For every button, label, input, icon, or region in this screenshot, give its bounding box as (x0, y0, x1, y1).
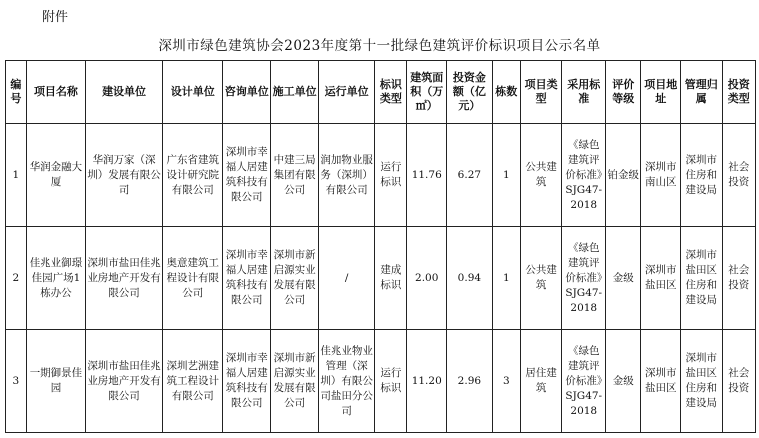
col-header: 项目名称 (26, 61, 85, 124)
table-row (6, 330, 756, 433)
cell-management: 深圳市盐田区住房和建设局 (680, 227, 722, 330)
cell-buildings: 1 (492, 227, 520, 330)
cell-consultant: 深圳市幸福人居建筑科技有限公司 (223, 227, 271, 330)
cell-constructor: 中建三局集团有限公司 (271, 124, 319, 227)
cell-consultant: 深圳市幸福人居建筑科技有限公司 (223, 124, 271, 227)
cell-consultant: 深圳市幸福人居建筑科技有限公司 (223, 330, 271, 433)
cell-investment-type: 社会投资 (722, 227, 755, 330)
cell-project-type: 居住建筑 (520, 330, 562, 433)
cell-grade: 金级 (606, 227, 641, 330)
col-header: 建设单位 (86, 61, 163, 124)
cell-investment: 2.96 (446, 330, 492, 433)
cell-buildings: 1 (492, 124, 520, 227)
cell-address: 深圳市盐田区 (641, 330, 681, 433)
cell-management: 深圳市住房和建设局 (680, 124, 722, 227)
cell-address: 深圳市南山区 (641, 124, 681, 227)
cell-project-name: 一期御景佳园 (26, 330, 85, 433)
col-header: 投资金额（亿元） (446, 61, 492, 124)
cell-address: 深圳市盐田区 (641, 227, 681, 330)
cell-builder: 深圳市盐田佳兆业房地产开发有限公司 (86, 330, 163, 433)
col-header: 建筑面积（万㎡） (407, 61, 447, 124)
cell-standard: 《绿色建筑评价标准》SJG47-2018 (562, 124, 606, 227)
col-header: 评价等级 (606, 61, 641, 124)
col-header: 管理归属 (680, 61, 722, 124)
cell-constructor: 深圳市新启源实业发展有限公司 (271, 330, 319, 433)
table-row (6, 227, 756, 330)
col-header: 投资类型 (722, 61, 755, 124)
cell-operator: 佳兆业物业管理（深圳）有限公司盐田分公司 (319, 330, 375, 433)
cell-area: 11.76 (407, 124, 447, 227)
cell-designer: 广东省建筑设计研究院有限公司 (163, 124, 223, 227)
cell-investment: 0.94 (446, 227, 492, 330)
cell-builder: 华润万家（深圳）发展有限公司 (86, 124, 163, 227)
cell-grade: 金级 (606, 330, 641, 433)
attachment-label: 附件 (42, 10, 69, 25)
table-row (6, 124, 756, 227)
cell-no: 2 (6, 227, 27, 330)
col-header: 设计单位 (163, 61, 223, 124)
col-header: 咨询单位 (223, 61, 271, 124)
cell-label-type: 建成标识 (375, 227, 407, 330)
cell-operator: / (319, 227, 375, 330)
cell-buildings: 3 (492, 330, 520, 433)
col-header: 编号 (6, 61, 27, 124)
col-header: 项目类型 (520, 61, 562, 124)
cell-designer: 深圳艺洲建筑工程设计有限公司 (163, 330, 223, 433)
cell-project-name: 佳兆业御璟佳园广场1栋办公 (26, 227, 85, 330)
cell-area: 2.00 (407, 227, 447, 330)
cell-label-type: 运行标识 (375, 124, 407, 227)
cell-standard: 《绿色建筑评价标准》SJG47-2018 (562, 227, 606, 330)
col-header: 采用标准 (562, 61, 606, 124)
cell-investment-type: 社会投资 (722, 124, 755, 227)
cell-label-type: 运行标识 (375, 330, 407, 433)
cell-no: 3 (6, 330, 27, 433)
table-header-row (6, 61, 756, 124)
cell-no: 1 (6, 124, 27, 227)
cell-standard: 《绿色建筑评价标准》SJG47-2018 (562, 330, 606, 433)
cell-investment-type: 社会投资 (722, 330, 755, 433)
cell-management: 深圳市盐田区住房和建设局 (680, 330, 722, 433)
cell-project-type: 公共建筑 (520, 227, 562, 330)
cell-builder: 深圳市盐田佳兆业房地产开发有限公司 (86, 227, 163, 330)
col-header: 栋数 (492, 61, 520, 124)
col-header: 运行单位 (319, 61, 375, 124)
cell-project-type: 公共建筑 (520, 124, 562, 227)
cell-grade: 铂金级 (606, 124, 641, 227)
col-header: 施工单位 (271, 61, 319, 124)
project-table (5, 60, 756, 433)
cell-operator: 润加物业服务（深圳）有限公司 (319, 124, 375, 227)
page-title: 深圳市绿色建筑协会2023年度第十一批绿色建筑评价标识项目公示名单 (158, 38, 601, 54)
cell-investment: 6.27 (446, 124, 492, 227)
cell-project-name: 华润金融大厦 (26, 124, 85, 227)
cell-area: 11.20 (407, 330, 447, 433)
cell-constructor: 深圳市新启源实业发展有限公司 (271, 227, 319, 330)
col-header: 标识类型 (375, 61, 407, 124)
cell-designer: 奥意建筑工程设计有限公司 (163, 227, 223, 330)
col-header: 项目地址 (641, 61, 681, 124)
